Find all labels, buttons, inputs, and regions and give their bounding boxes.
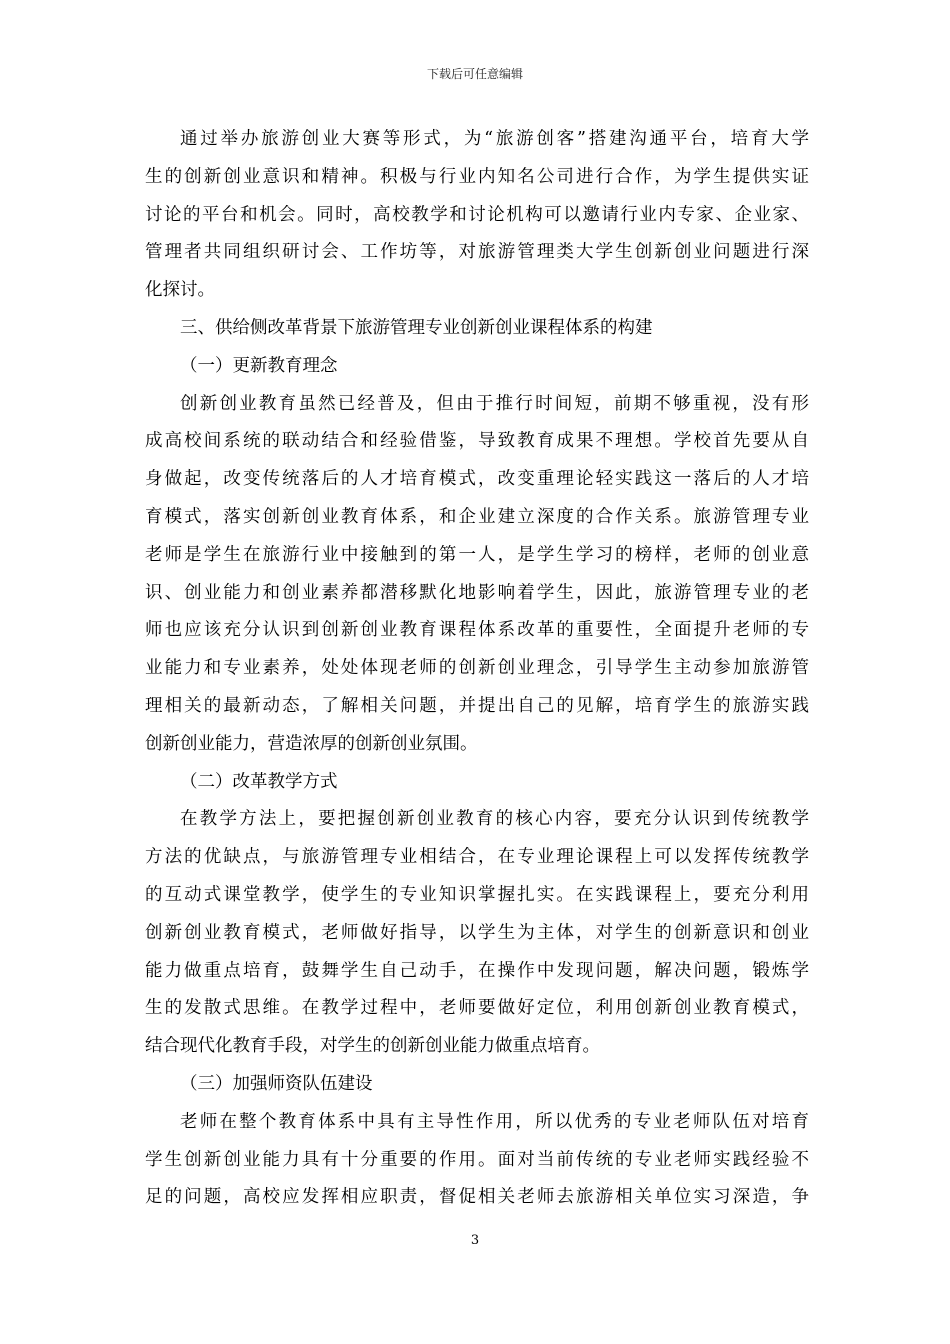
page-number: 3	[470, 1233, 480, 1248]
section-heading: （三）加强师资队伍建设	[180, 1073, 373, 1094]
paragraph-line: 业能力和专业素养，处处体现老师的创新创业理念，引导学生主动参加旅游管	[145, 658, 809, 679]
paragraph-line: 成高校间系统的联动结合和经验借鉴，导致教育成果不理想。学校首先要从自	[145, 431, 809, 452]
paragraph-line: 学生创新创业能力具有十分重要的作用。面对当前传统的专业老师实践经验不	[145, 1149, 809, 1170]
paragraph-line: 创新创业教育虽然已经普及，但由于推行时间短，前期不够重视，没有形	[180, 393, 809, 414]
paragraph-line: 讨论的平台和机会。同时，高校教学和讨论机构可以邀请行业内专家、企业家、	[145, 204, 809, 225]
paragraph-line: 创新创业能力，营造浓厚的创新创业氛围。	[145, 733, 478, 754]
paragraph-line: 结合现代化教育手段，对学生的创新创业能力做重点培育。	[145, 1036, 600, 1057]
paragraph-line: 生的创新创业意识和精神。积极与行业内知名公司进行合作，为学生提供实证	[145, 166, 809, 187]
paragraph-line: 育模式，落实创新创业教育体系，和企业建立深度的合作关系。旅游管理专业	[145, 506, 809, 527]
paragraph-line: 管理者共同组织研讨会、工作坊等，对旅游管理类大学生创新创业问题进行深	[145, 242, 809, 263]
paragraph-line: 生的发散式思维。在教学过程中，老师要做好定位，利用创新创业教育模式，	[145, 998, 809, 1019]
document-body	[145, 121, 809, 1217]
paragraph-line: 足的问题，高校应发挥相应职责，督促相关老师去旅游相关单位实习深造，争	[145, 1187, 809, 1208]
paragraph-line: 身做起，改变传统落后的人才培育模式，改变重理论轻实践这一落后的人才培	[145, 469, 809, 490]
paragraph-line: 老师在整个教育体系中具有主导性作用，所以优秀的专业老师队伍对培育	[180, 1111, 809, 1132]
paragraph-line: 能力做重点培育，鼓舞学生自己动手，在操作中发现问题，解决问题，锻炼学	[145, 960, 809, 981]
paragraph-line: 通过举办旅游创业大赛等形式，为“旅游创客”搭建沟通平台，培育大学	[180, 129, 809, 149]
section-heading: （一）更新教育理念	[180, 355, 338, 376]
page-header: 下载后可任意编辑	[426, 67, 523, 81]
paragraph-line: 理相关的最新动态，了解相关问题，并提出自己的见解，培育学生的旅游实践	[145, 695, 809, 716]
paragraph-line: 在教学方法上，要把握创新创业教育的核心内容，要充分认识到传统教学	[180, 809, 809, 830]
paragraph-line: 识、创业能力和创业素养都潜移默化地影响着学生，因此，旅游管理专业的老	[145, 582, 809, 603]
paragraph-line: 师也应该充分认识到创新创业教育课程体系改革的重要性，全面提升老师的专	[145, 620, 809, 641]
paragraph-line: 创新创业教育模式，老师做好指导，以学生为主体，对学生的创新意识和创业	[145, 922, 809, 943]
paragraph-line: 老师是学生在旅游行业中接触到的第一人，是学生学习的榜样，老师的创业意	[145, 544, 809, 565]
paragraph-line: 方法的优缺点，与旅游管理专业相结合，在专业理论课程上可以发挥传统教学	[145, 847, 809, 868]
body-paragraph	[145, 121, 809, 310]
section-heading: （二）改革教学方式	[180, 771, 338, 792]
section-heading: 三、供给侧改革背景下旅游管理专业创新创业课程体系的构建	[180, 317, 653, 338]
paragraph-line: 化探讨。	[145, 280, 215, 301]
paragraph-line: 的互动式课堂教学，使学生的专业知识掌握扎实。在实践课程上，要充分利用	[145, 884, 809, 905]
body-paragraph	[145, 1104, 809, 1217]
body-paragraph	[145, 386, 809, 764]
body-paragraph	[145, 801, 809, 1066]
